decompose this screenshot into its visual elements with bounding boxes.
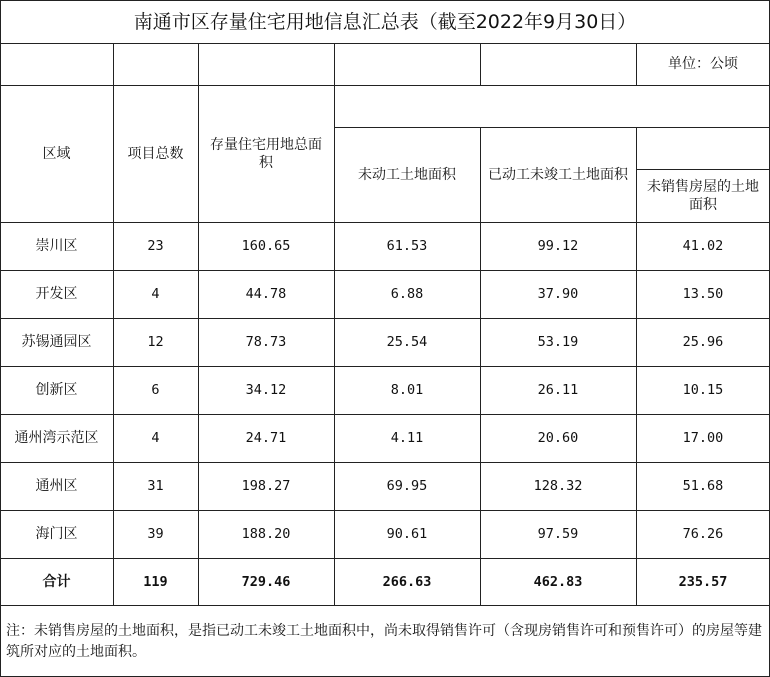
- grid-line: [0, 414, 770, 415]
- cell-region: 崇川区: [35, 238, 78, 254]
- total-unsold-area: 235.57: [678, 573, 728, 590]
- cell-unsold-area: 10.15: [682, 382, 724, 398]
- cell-unsold-area: 51.68: [682, 478, 724, 494]
- cell-unsold-area: 76.26: [682, 526, 724, 542]
- cell-unstarted-area: 8.01: [390, 382, 424, 398]
- cell-total-area: 198.27: [241, 478, 291, 494]
- cell-project-count: 12: [147, 334, 164, 350]
- cell-total-area: 44.78: [245, 286, 287, 302]
- cell-unstarted-area: 69.95: [386, 478, 428, 494]
- cell-unsold-area: 13.50: [682, 286, 724, 302]
- cell-total-area: 160.65: [241, 238, 291, 254]
- grid-line: [0, 510, 770, 511]
- cell-unsold-area: 41.02: [682, 238, 724, 254]
- grid-line: [0, 558, 770, 559]
- table-title: 南通市区存量住宅用地信息汇总表（截至2022年9月30日）: [133, 10, 637, 33]
- grid-line: [0, 605, 770, 606]
- cell-project-count: 39: [147, 526, 164, 542]
- grid-line: [113, 43, 114, 605]
- grid-line: [0, 85, 770, 86]
- header-project-count: 项目总数: [127, 145, 184, 162]
- cell-region: 苏锡通园区: [21, 334, 92, 350]
- grid-line: [636, 127, 637, 605]
- cell-region: 开发区: [35, 286, 78, 302]
- cell-started-area: 128.32: [533, 478, 583, 494]
- total-unstarted-area: 266.63: [382, 573, 432, 590]
- cell-started-area: 20.60: [537, 430, 579, 446]
- cell-region: 创新区: [35, 382, 78, 398]
- total-count: 119: [143, 573, 168, 590]
- cell-unstarted-area: 90.61: [386, 526, 428, 542]
- cell-started-area: 97.59: [537, 526, 579, 542]
- header-unstarted-area: 未动工土地面积: [358, 166, 456, 183]
- cell-region: 通州湾示范区: [14, 430, 99, 446]
- cell-total-area: 24.71: [245, 430, 287, 446]
- header-region: 区域: [42, 145, 71, 162]
- cell-total-area: 188.20: [241, 526, 291, 542]
- cell-started-area: 53.19: [537, 334, 579, 350]
- grid-line: [0, 0, 770, 1]
- grid-line: [0, 270, 770, 271]
- cell-unstarted-area: 61.53: [386, 238, 428, 254]
- cell-started-area: 99.12: [537, 238, 579, 254]
- total-total-area: 729.46: [241, 573, 291, 590]
- grid-line: [198, 43, 199, 605]
- header-unsold-area: 未销售房屋的土地面积: [647, 178, 759, 213]
- footnote: 注：未销售房屋的土地面积，是指已动工未竣工土地面积中，尚未取得销售许可（含现房销售许可和预售许可）的房屋等建筑所对应的土地面积。: [6, 623, 762, 660]
- cell-unstarted-area: 4.11: [390, 430, 424, 446]
- grid-line: [636, 43, 637, 85]
- total-label: 合计: [42, 573, 71, 590]
- grid-line: [636, 169, 770, 170]
- grid-line: [480, 127, 481, 605]
- grid-line: [0, 318, 770, 319]
- cell-total-area: 34.12: [245, 382, 287, 398]
- grid-line: [480, 43, 481, 85]
- cell-region: 通州区: [35, 478, 78, 494]
- cell-started-area: 26.11: [537, 382, 579, 398]
- cell-unsold-area: 25.96: [682, 334, 724, 350]
- header-total-area: 存量住宅用地总面积: [210, 136, 322, 171]
- grid-line: [0, 366, 770, 367]
- cell-project-count: 4: [151, 286, 160, 302]
- cell-project-count: 4: [151, 430, 160, 446]
- cell-total-area: 78.73: [245, 334, 287, 350]
- cell-unstarted-area: 6.88: [390, 286, 424, 302]
- total-started-area: 462.83: [533, 573, 583, 590]
- cell-unstarted-area: 25.54: [386, 334, 428, 350]
- grid-line: [0, 0, 1, 677]
- cell-project-count: 6: [151, 382, 160, 398]
- grid-line: [334, 43, 335, 605]
- grid-line: [0, 222, 770, 223]
- grid-line: [0, 43, 770, 44]
- header-started-unfinished-area: 已动工未竣工土地面积: [488, 166, 628, 183]
- cell-started-area: 37.90: [537, 286, 579, 302]
- grid-line: [334, 127, 770, 128]
- cell-project-count: 23: [147, 238, 164, 254]
- cell-unsold-area: 17.00: [682, 430, 724, 446]
- grid-line: [0, 462, 770, 463]
- unit-label: 单位：公顷: [668, 56, 738, 72]
- cell-region: 海门区: [35, 526, 78, 542]
- cell-project-count: 31: [147, 478, 164, 494]
